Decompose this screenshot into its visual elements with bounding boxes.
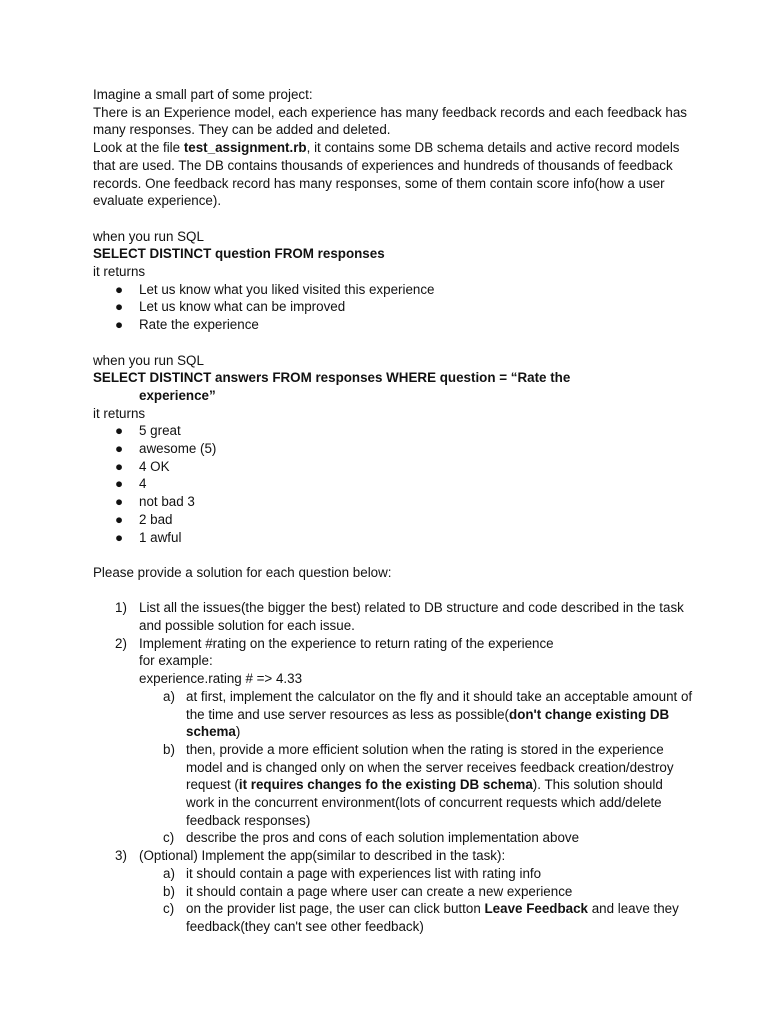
query2-sql-line1: SELECT DISTINCT answers FROM responses WHERE question = “Rate the xyxy=(93,370,571,386)
question-2b: b) then, provide a more efficient solution when the rating is stored in the experience model and is changed only on when the server receives feedback creation/destroy request (it requires changes fo the existing DB schema). This solution should work in the concurrent environment(lots of concurrent requests which add/delete feedback responses) xyxy=(163,741,674,828)
document-page xyxy=(93,86,693,936)
question-3a: a) it should contain a page with experiences list with rating info xyxy=(163,865,542,881)
list-item: ● 1 awful xyxy=(115,529,182,545)
question-2-example-code: experience.rating # => 4.33 xyxy=(139,671,303,687)
query2-sql-line2: experience” xyxy=(139,387,216,403)
file-name: test_assignment.rb xyxy=(183,140,307,156)
query2-returns: it returns xyxy=(93,405,146,421)
list-item: ● 4 xyxy=(115,476,147,492)
question-3c: c) on the provider list page, the user can click button Leave Feedback and leave they feedback(they can't see other feedback) xyxy=(163,901,679,934)
list-item: ● not bad 3 xyxy=(115,494,195,510)
question-2-example-label: for example: xyxy=(139,653,213,669)
list-item: ● 2 bad xyxy=(115,511,173,527)
list-item: ● Let us know what can be improved xyxy=(115,299,346,315)
question-2a: a) at first, implement the calculator on the fly and it should take an acceptable amount of the time and use server resources as less as possible(don't change existing DB schema) xyxy=(163,688,693,740)
query1-results-list xyxy=(93,281,693,334)
question-2c: c) describe the pros and cons of each solution implementation above xyxy=(163,830,580,846)
question-3: 3) (Optional) Implement the app(similar to described in the task): xyxy=(115,848,506,864)
query1-lead: when you run SQL xyxy=(93,228,204,244)
intro-file-paragraph: Look at the file test_assignment.rb, it contains some DB schema details and active record models that are used. The DB contains thousands of experiences and hundreds of thousands of feedback records. One feedback record has many responses, some of them contain score info(how a user evaluate experience). xyxy=(93,140,680,209)
list-item: ● 5 great xyxy=(115,423,181,439)
task-lead: Please provide a solution for each question below: xyxy=(93,564,392,580)
intro-line-1: Imagine a small part of some project: xyxy=(93,87,313,102)
list-item: ● Let us know what you liked visited this experience xyxy=(115,281,435,297)
list-item: ● 4 OK xyxy=(115,458,170,474)
query2-results-list xyxy=(93,422,693,546)
question-2: 2) Implement #rating on the experience to return rating of the experience for example: experience.rating # => 4.33 xyxy=(93,635,693,688)
intro-line-2: There is an Experience model, each experience has many feedback records and each feedback has many responses. They can be added and deleted. xyxy=(93,104,688,138)
query1-sql: SELECT DISTINCT question FROM responses xyxy=(93,246,385,262)
query1-returns: it returns xyxy=(93,264,146,280)
list-item: ● awesome (5) xyxy=(115,441,217,457)
query2-lead: when you run SQL xyxy=(93,352,204,368)
question-1: 1) List all the issues(the bigger the best) related to DB structure and code described in the task and possible solution for each issue. xyxy=(115,600,684,634)
question-3b: b) it should contain a page where user can create a new experience xyxy=(163,883,573,899)
leave-feedback-label: Leave Feedback xyxy=(484,901,588,917)
list-item: ● Rate the experience xyxy=(115,317,259,333)
